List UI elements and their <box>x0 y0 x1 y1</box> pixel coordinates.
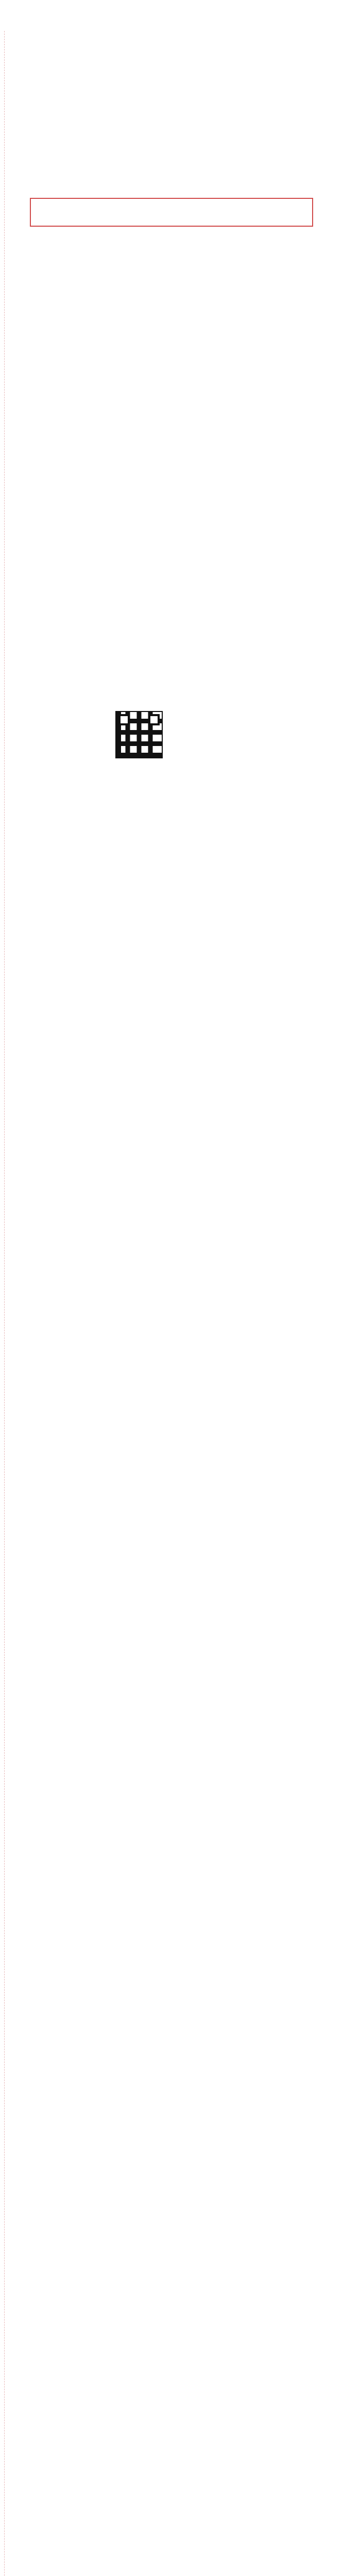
highlighted-text <box>34 212 309 224</box>
section-4 <box>30 804 313 872</box>
body-paragraph <box>30 2536 313 2547</box>
body-paragraph <box>30 1087 313 1098</box>
body-paragraph <box>30 2158 313 2169</box>
section-2 <box>30 160 313 253</box>
document-title <box>30 14 313 25</box>
qr-code <box>115 711 163 758</box>
section-heading <box>30 1030 313 1042</box>
section-8 <box>30 2112 313 2180</box>
section-heading <box>30 160 313 171</box>
intro-paragraph <box>30 47 313 59</box>
body-paragraph <box>30 826 313 838</box>
section-5 <box>30 1030 313 1121</box>
section-3 <box>30 319 313 387</box>
section-heading <box>30 804 313 815</box>
body-paragraph <box>30 2547 313 2558</box>
body-paragraph <box>30 182 313 194</box>
body-paragraph <box>30 1374 313 1385</box>
intro-paragraph <box>30 70 313 81</box>
section-heading <box>30 1340 313 1351</box>
body-paragraph <box>30 231 313 242</box>
body-paragraph <box>30 815 313 826</box>
body-paragraph <box>30 1711 313 1723</box>
body-paragraph <box>30 1757 313 1768</box>
section-heading <box>30 81 313 93</box>
body-paragraph <box>30 849 313 860</box>
highlighted-text <box>34 201 309 212</box>
body-paragraph <box>30 331 313 342</box>
section-9 <box>30 2524 313 2576</box>
highlighted-block <box>30 198 313 227</box>
intro-paragraph <box>30 36 313 47</box>
body-paragraph <box>30 2135 313 2146</box>
section-heading <box>30 319 313 331</box>
body-paragraph <box>30 1396 313 1408</box>
body-paragraph <box>30 1723 313 1734</box>
intro-paragraph <box>30 59 313 70</box>
body-paragraph <box>30 1734 313 1745</box>
body-paragraph <box>30 1385 313 1396</box>
section-heading <box>30 2112 313 2124</box>
body-paragraph <box>30 838 313 849</box>
body-paragraph <box>30 1098 313 1110</box>
body-paragraph <box>30 1110 313 1121</box>
body-paragraph <box>30 860 313 872</box>
section-heading <box>30 2524 313 2536</box>
section-7 <box>30 1700 313 1780</box>
body-paragraph <box>30 1042 313 1053</box>
body-paragraph <box>30 1745 313 1757</box>
body-paragraph <box>30 2146 313 2158</box>
body-paragraph <box>30 1351 313 1362</box>
body-paragraph <box>30 342 313 353</box>
body-paragraph <box>30 2169 313 2180</box>
body-paragraph <box>30 1768 313 1780</box>
body-paragraph <box>30 171 313 182</box>
binding-seal-strip <box>4 31 11 2576</box>
section-1 <box>30 36 313 93</box>
body-paragraph <box>30 242 313 253</box>
body-paragraph <box>30 1053 313 1064</box>
section-heading <box>30 1700 313 1711</box>
body-paragraph <box>30 2570 313 2576</box>
body-paragraph <box>30 2558 313 2570</box>
body-paragraph <box>30 353 313 365</box>
body-paragraph <box>30 1064 313 1076</box>
section-6 <box>30 1340 313 1408</box>
body-paragraph <box>30 1076 313 1087</box>
body-paragraph <box>30 1362 313 1374</box>
body-paragraph <box>30 365 313 376</box>
body-paragraph <box>30 2124 313 2135</box>
body-paragraph <box>30 376 313 387</box>
